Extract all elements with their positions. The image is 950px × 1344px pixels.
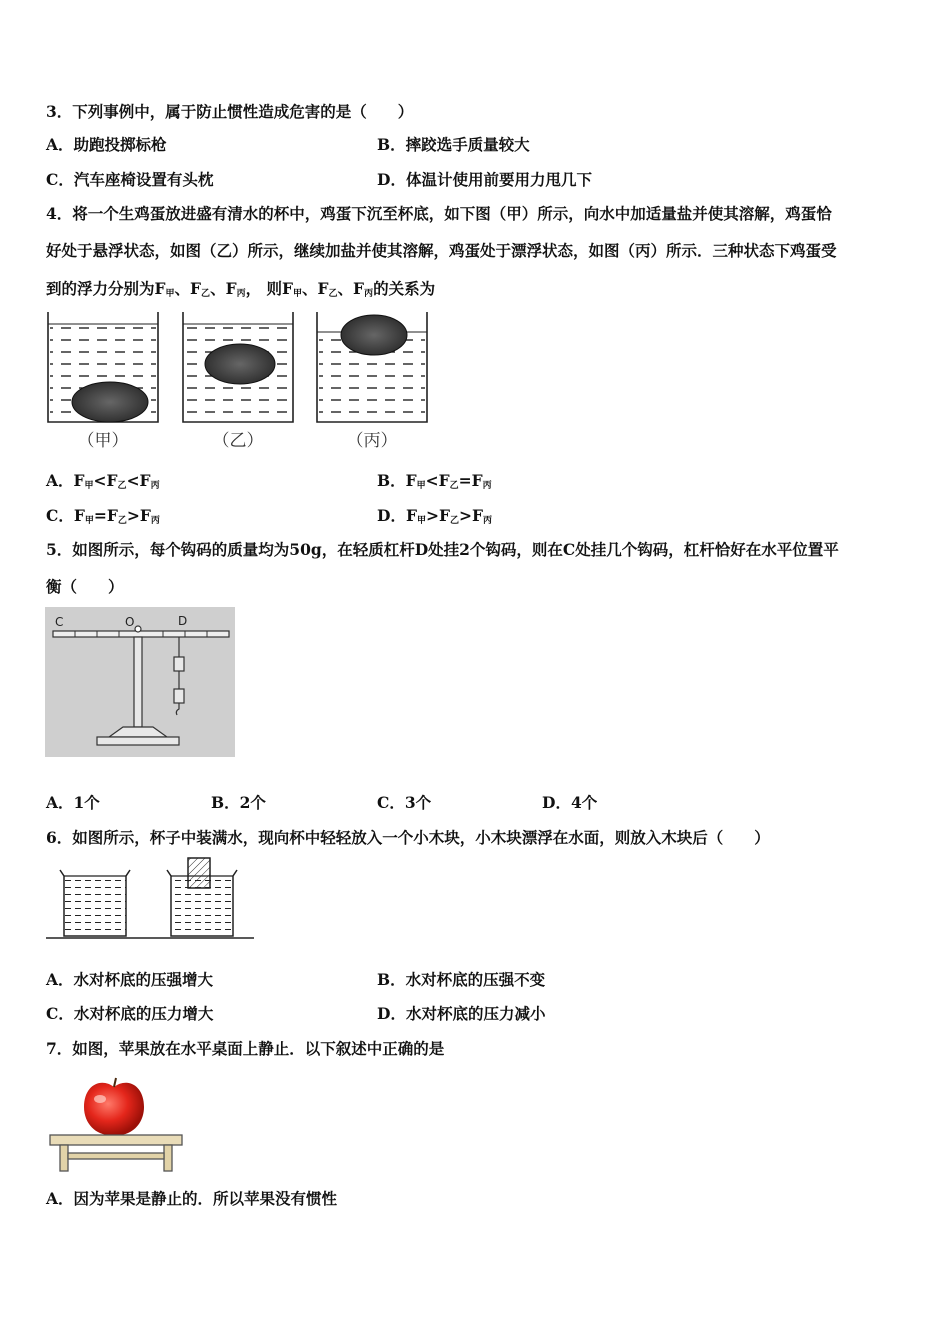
- cup-after: [167, 858, 237, 936]
- egg-suspended: [205, 344, 275, 384]
- beaker-jia: [48, 312, 158, 422]
- q5-stem-line2: 衡（ ）: [46, 577, 124, 596]
- table: [50, 1135, 182, 1171]
- egg-sinking: [72, 382, 148, 422]
- hook-weight-2: [174, 689, 184, 703]
- q5-option-c: C．3个: [377, 793, 432, 812]
- q4-stem-line3: 到的浮力分别为$F_甲$、$F_乙$、$F_丙$， 则$F_甲$、$F_乙$、$F_丙$的关系为: [46, 279, 436, 299]
- q4-option-c: C．$F_甲=F_乙>F_丙$: [46, 506, 160, 526]
- q7-option-a: A．因为苹果是静止的．所以苹果没有惯性: [46, 1189, 338, 1208]
- q6-option-b: B．水对杯底的压强不变: [377, 970, 546, 989]
- beaker-bing: [317, 312, 427, 422]
- wood-block: [188, 858, 210, 888]
- q4-stem-line1: 4．将一个生鸡蛋放进盛有清水的杯中，鸡蛋下沉至杯底，如下图（甲）所示，向水中加适量盐并使其溶解，鸡蛋恰: [46, 204, 832, 223]
- pivot: [135, 626, 141, 632]
- q3-stem: 3．下列事例中，属于防止惯性造成危害的是（ ）: [46, 102, 414, 121]
- lever-bar: [53, 631, 229, 637]
- q4-option-b: B．$F_甲<F_乙=F_丙$: [377, 471, 492, 491]
- label-bing: （丙）: [346, 431, 398, 451]
- egg-floating: [341, 315, 407, 355]
- label-jia: （甲）: [77, 431, 129, 451]
- q6-option-c: C．水对杯底的压力增大: [46, 1004, 214, 1023]
- q3-option-b: B．摔跤选手质量较大: [377, 135, 530, 154]
- apple: [84, 1078, 144, 1135]
- q4-option-d: D．$F_甲>F_乙>F_丙$: [377, 506, 492, 526]
- q5-option-b: B．2个: [211, 793, 266, 812]
- q3-option-d: D．体温计使用前要用力甩几下: [377, 170, 592, 189]
- apple-table-figure: [46, 1077, 188, 1175]
- hook-weight-1: [174, 657, 184, 671]
- cup-before: [60, 870, 130, 936]
- cup-wood-figure: [44, 856, 258, 944]
- label-o: O: [125, 615, 135, 629]
- stand-base: [97, 737, 179, 745]
- q6-option-a: A．水对杯底的压强增大: [46, 970, 214, 989]
- lever-figure: [45, 607, 235, 757]
- egg-beakers-figure: [40, 310, 440, 458]
- stand-pole: [134, 637, 142, 727]
- q4-stem-line2: 好处于悬浮状态，如图（乙）所示，继续加盐并使其溶解，鸡蛋处于漂浮状态，如图（丙）所示．三种状态下鸡蛋受: [46, 241, 837, 260]
- label-yi: （乙）: [212, 431, 264, 451]
- q3-option-a: A．助跑投掷标枪: [46, 135, 167, 154]
- beaker-yi: [183, 312, 293, 422]
- label-c: C: [55, 615, 64, 629]
- q3-option-c: C．汽车座椅设置有头枕: [46, 170, 214, 189]
- q7-stem: 7．如图，苹果放在水平桌面上静止．以下叙述中正确的是: [46, 1039, 445, 1058]
- q5-option-a: A．1个: [46, 793, 100, 812]
- q6-stem: 6．如图所示，杯子中装满水，现向杯中轻轻放入一个小木块，小木块漂浮在水面，则放入木块后（ ）: [46, 828, 770, 847]
- label-d: D: [178, 614, 188, 628]
- q5-option-d: D．4个: [542, 793, 598, 812]
- q5-stem-line1: 5．如图所示，每个钩码的质量均为50g，在轻质杠杆D处挂2个钩码，则在C处挂几个钩码，杠杆恰好在水平位置平: [46, 540, 839, 559]
- q4-option-a: A．$F_甲<F_乙<F_丙$: [46, 471, 160, 491]
- q6-option-d: D．水对杯底的压力减小: [377, 1004, 546, 1023]
